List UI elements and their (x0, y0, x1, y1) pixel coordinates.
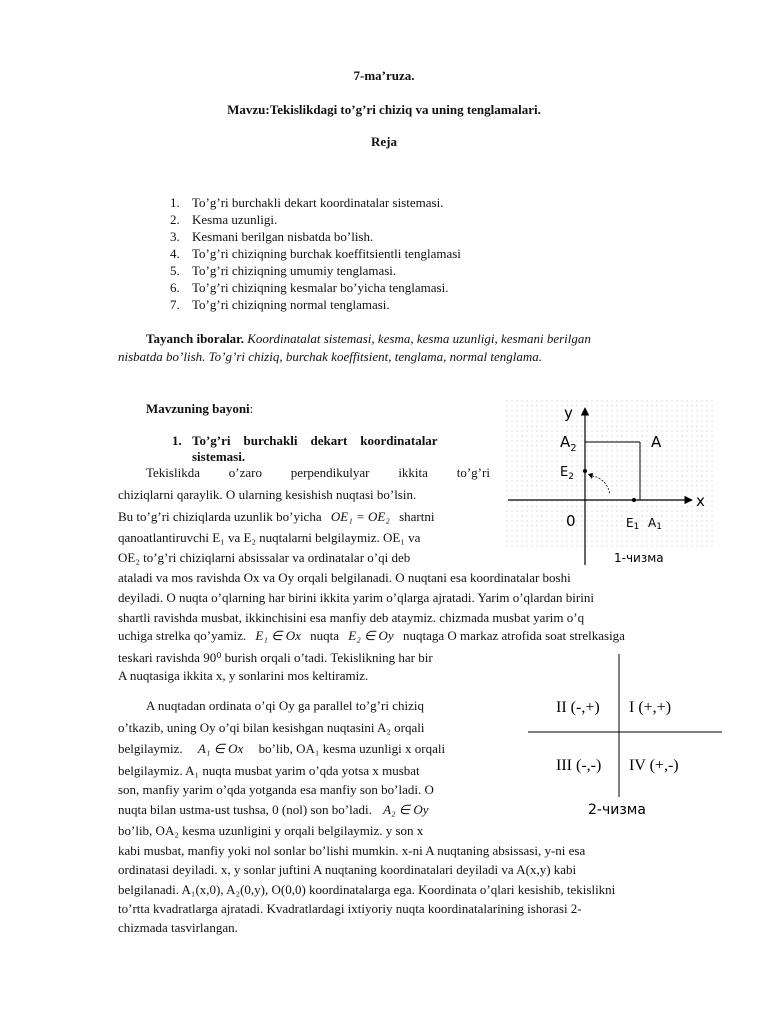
para1-line7: deyiladi. O nuqta o’qlarning har birini ikkita yarim o’qlarga ajratadi. Yarim o’qlardan birini (118, 590, 594, 605)
point-e2 (583, 469, 587, 473)
lecture-topic: Mavzu:Tekislikdagi to’g’ri chiziq va uning tenglamalari. (227, 102, 541, 117)
plan-item: 3. Kesmani berilgan nisbatda bo’lish. (170, 229, 374, 244)
fig1-x-label: x (696, 492, 705, 510)
para2-line5: son, manfiy yarim o’qda yotganda esa manfiy son bo’ladi. O (118, 782, 434, 797)
para1-line3: Bu to’g’ri chiziqlarda uzunlik bo’yicha OE₁ = OE₂ shartni (118, 509, 435, 524)
para2-line4: belgilaymiz. A₁ nuqta musbat yarim o’qda yotsa x musbat (118, 763, 420, 778)
plan-list (170, 194, 461, 313)
para2-line7: bo’lib, OA₂ kesma uzunligini y orqali belgilaymiz. y son x (118, 823, 424, 838)
fig1-a2-label: $A_2$ (560, 433, 577, 454)
plan-item: 2. Kesma uzunligi. (170, 212, 278, 227)
plan-heading: Reja (371, 134, 397, 149)
para2-line8: kabi musbat, manfiy yoki nol sonlar bo’lishi mumkin. x-ni A nuqtaning absissasi, y-ni esa (118, 843, 586, 858)
quadrant-3-label: III (-,-) (556, 757, 602, 774)
formula-oe1-oe2: OE₁ = OE₂ (330, 509, 390, 524)
fig2-caption: 2-чизма (588, 802, 646, 818)
para1-line11: A nuqtasiga ikkita x, y sonlarini mos keltiramiz. (118, 668, 369, 683)
fig1-origin-label: 0 (566, 512, 576, 530)
para2-line6: nuqta bilan ustma-ust tushsa, 0 (nol) son bo’ladi. A₂ ∈ Oy (118, 802, 429, 817)
para2-line1: A nuqtadan ordinata o’qi Oy ga parallel to’g’ri chiziq (146, 698, 424, 713)
para1-line2: chiziqlarni qaraylik. O ularning kesishish nuqtasi bo’lsin. (118, 487, 417, 502)
para2-line9: ordinatasi deyiladi. x, y sonlar juftini A nuqtaning koordinatalari deyiladi va A(x,y) kabi (118, 862, 577, 877)
keywords-line1 (146, 331, 591, 347)
keywords-line2: nisbatda bo’lish. To’g’ri chiziq, burchak koeffitsient, tenglama, normal tenglama. (118, 349, 543, 364)
formula-a2-in-oy: A₂ ∈ Oy (383, 802, 429, 817)
para1-line5: OE₂ to’g’ri chiziqlarni absissalar va ordinatalar o’qi deb (118, 550, 411, 565)
plan-item: 1. To’g’ri burchakli dekart koordinatalar sistemasi. (170, 195, 444, 210)
fig1-e1-label: E1 (626, 516, 640, 532)
para1-line8: shartli ravishda musbat, ikkinchisini esa manfiy deb ataymiz. chizmada musbat yarim o’q (118, 610, 585, 625)
plan-item: 7. To’g’ri chiziqning normal tenglamasi. (170, 297, 390, 312)
fig1-caption: 1-чизма (614, 551, 664, 565)
lecture-number: 7-ma’ruza. (353, 68, 415, 83)
figure-1-coordinate-system (506, 400, 716, 570)
plan-item: 6. To’g’ri chiziqning kesmalar bo’yicha tenglamasi. (170, 280, 449, 295)
para2-line2: o’tkazib, uning Oy o’qi bilan kesishgan nuqtasini A₂ orqali (118, 720, 425, 735)
subsection-title: 1. To’g’ri burchakli dekart koordinatalar sistemasi. (172, 433, 438, 464)
para2-line12: chizmada tasvirlangan. (118, 920, 238, 935)
keywords-label: Tayanch iboralar. (146, 331, 245, 346)
formula-e2-in-oy: E₂ ∈ Oy (348, 628, 394, 643)
para1-line9: uchiga strelka qo’yamiz. E₁ ∈ Ox nuqta E₂ ∈ Oy nuqtaga O markaz atrofida soat strelkasiga (118, 628, 625, 643)
quadrant-2-label: II (-,+) (556, 699, 600, 716)
formula-e1-in-ox: E₁ ∈ Ox (255, 628, 301, 643)
fig1-e2-label: $E_2$ (560, 465, 574, 482)
quadrant-1-label: I (+,+) (629, 699, 672, 716)
point-e1 (632, 498, 636, 502)
figure-2-quadrants (526, 652, 726, 824)
para2-line11: to’rtta kvadratlarga ajratadi. Kvadratlardagi ixtiyoriy nuqta koordinatalarining ishorasi 2- (118, 901, 582, 916)
section-heading: Mavzuning bayoni: (146, 401, 254, 416)
para1-line1: Tekislikda o’zaro perpendikulyar ikkita to’g’ri (146, 465, 490, 480)
para1-line10: teskari ravishda 90⁰ burish orqali o’tadi. Tekislikning har bir (118, 650, 433, 665)
para1-line6: ataladi va mos ravishda Ox va Oy orqali belgilanadi. O nuqtani esa koordinatalar boshi (118, 570, 571, 585)
plan-item: 5. To’g’ri chiziqning umumiy tenglamasi. (170, 263, 397, 278)
fig1-a1-label: A1 (648, 516, 662, 532)
plan-item: 4. To’g’ri chiziqning burchak koeffitsientli tenglamasi (170, 246, 461, 261)
para1-line4: qanoatlantiruvchi E₁ va E₂ nuqtalarni belgilaymiz. OE₁ va (118, 530, 421, 545)
keywords-text: Koordinatalat sistemasi, kesma, kesma uzunligi, kesmani berilgan (247, 331, 591, 346)
fig1-y-label: y (564, 404, 573, 422)
formula-a1-in-ox: A₁ ∈ Ox (197, 741, 244, 756)
para2-line3: belgilaymiz. A₁ ∈ Ox bo’lib, OA₁ kesma uzunligi x orqali (118, 741, 446, 756)
fig1-a-label: A (651, 433, 662, 451)
para2-line10: belgilanadi. A₁(x,0), A₂(0,y), O(0,0) koordinatalarga ega. Koordinata o’qlari kesishib, tekislikni (118, 882, 616, 897)
quadrant-4-label: IV (+,-) (629, 757, 679, 774)
figure-1-background (506, 400, 716, 550)
